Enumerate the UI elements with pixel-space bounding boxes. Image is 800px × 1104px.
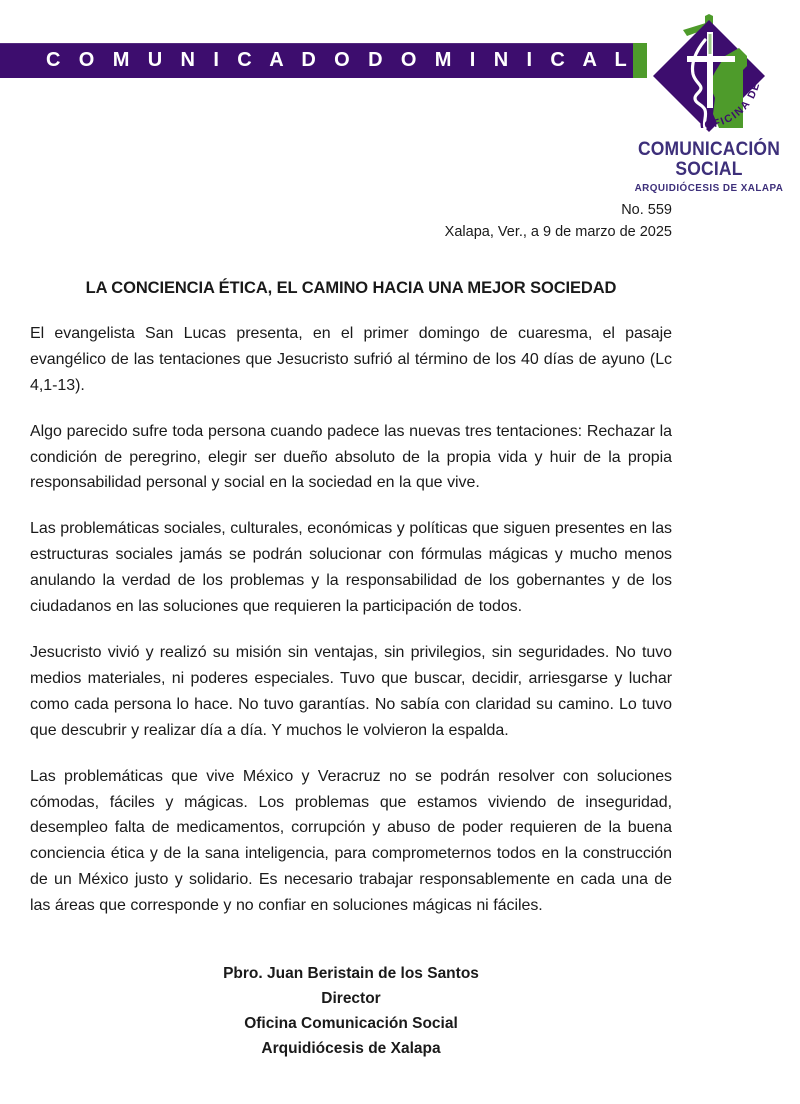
signature-block [30,961,672,1061]
logo-name: COMUNICACIÓN SOCIAL [637,139,781,180]
paragraph: El evangelista San Lucas presenta, en el primer domingo de cuaresma, el pasaje evangélico de las tentaciones que Jesucristo sufrió al término de los 40 días de ayuno (Lc 4,1-13). [30,324,672,394]
banner-bar [0,43,633,78]
signature-role: Director [321,990,381,1008]
signature-organization: Arquidiócesis de Xalapa [261,1040,441,1058]
paragraph: Las problemáticas que vive México y Veracruz no se podrán resolver con soluciones cómodas, fáciles y mágicas. Los problemas que estamos viviendo de inseguridad, desempleo falta de medicamentos, corrupción y abuso de poder requieren de la buena conciencia ética y de la sana inteligencia, para comprometernos todos en la construcción de un México justo y solidario. Es necesario trabajar responsablemente en cada una de las áreas que corresponde y no confiar en soluciones mágicas ni fáciles. [30,767,672,915]
archdiocese-diamond-logo-icon [643,10,775,142]
document-body [0,278,800,1062]
logo-subtitle: ARQUIDIÓCESIS DE XALAPA [634,181,784,194]
document-meta [0,200,800,244]
paragraph: Las problemáticas sociales, culturales, económicas y políticas que siguen presentes en las estructuras sociales jamás se podrán solucionar con fórmulas mágicas y mucho menos anulando la verdad de los problemas y la responsabilidad de los gobernantes y de los ciudadanos en las soluciones que requieren la participación de todos. [30,520,672,616]
signature-name: Pbro. Juan Beristain de los Santos [223,965,479,983]
logo-block [624,10,794,194]
paragraph-list [30,321,672,919]
paragraph: Jesucristo vivió y realizó su misión sin ventajas, sin privilegios, sin seguridades. No tuvo medios materiales, ni poderes especiales. Tuvo que buscar, decidir, arriesgarse y luchar como cada persona lo hace. No tuvo garantías. No sabía con claridad su camino. Lo tuvo que descubrir y realizar día a día. Y muchos le volvieron la espalda. [30,644,672,739]
document-number: No. 559 [621,202,672,218]
banner-title: C O M U N I C A D O D O M I N I C A L [46,49,634,71]
document-place-date: Xalapa, Ver., a 9 de marzo de 2025 [444,223,672,240]
signature-office: Oficina Comunicación Social [244,1015,458,1033]
comunicado-banner [0,43,633,78]
page-title: LA CONCIENCIA ÉTICA, EL CAMINO HACIA UNA MEJOR SOCIEDAD [85,278,617,297]
document-header [0,0,800,194]
paragraph: Algo parecido sufre toda persona cuando padece las nuevas tres tentaciones: Rechazar la condición de peregrino, elegir ser dueño absoluto de la propia vida y huir de la propia responsabilidad personal y social en la sociedad en la que vive. [30,422,672,492]
logo-ring-text: OFICINA DE [703,80,763,132]
